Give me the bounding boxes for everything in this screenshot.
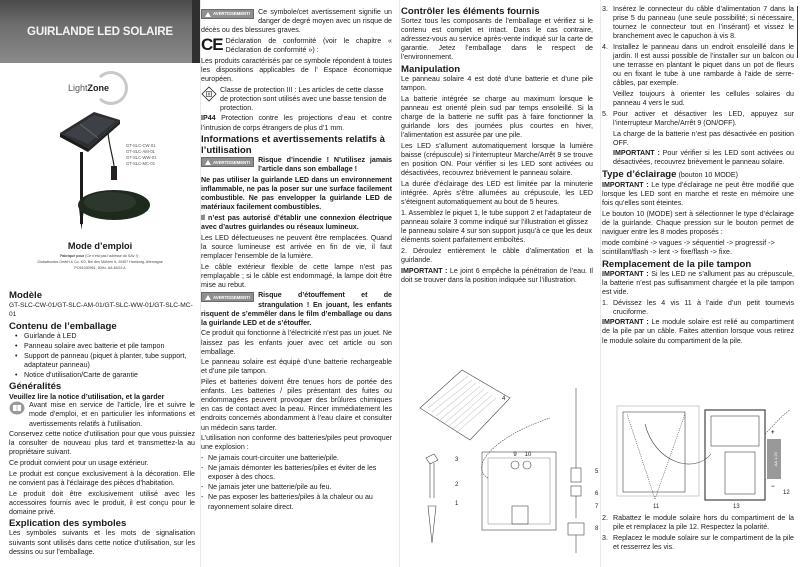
class3-row bbox=[201, 86, 392, 115]
step-item bbox=[602, 299, 794, 317]
class3-text: Classe de protection III : Les articles de cette classe de protection sont utilisés avec une basse tension de protection. bbox=[220, 85, 387, 112]
paragraph: Le bouton 10 (MODE) sert à sélectionner le type d’éclairage de la guirlande. Chaque pression sur le bouton permet de naviguer entre les 8 modes proposés : bbox=[602, 210, 794, 237]
important-label: IMPORTANT : bbox=[602, 318, 649, 327]
section-title-symbols: Explication des symboles bbox=[9, 518, 127, 530]
section-title-check: Contrôler les éléments fournis bbox=[401, 6, 540, 17]
warning-triangle-icon bbox=[205, 12, 211, 17]
fire-warning bbox=[201, 156, 392, 174]
step-item bbox=[602, 514, 794, 532]
label-5: 5 bbox=[595, 469, 599, 475]
section-title-battery-replacement: Remplacement de la pile tampon bbox=[602, 258, 752, 270]
step-item bbox=[602, 149, 794, 167]
step-text: Rabattez le module solaire hors du compartiment de la pile et remplacez la pile 12. Respectez la polarité. bbox=[613, 514, 794, 532]
section-title-manipulation: Manipulation bbox=[401, 64, 461, 76]
list-item: • Guirlande à LED bbox=[15, 332, 195, 341]
paragraph: Il n’est pas autorisé d’établir une connexion électrique avec d’autres guirlandes ou réseaux lumineux. bbox=[201, 213, 392, 232]
step-text: Installez le panneau dans un endroit ensoleillé dans le jardin. Il est aussi possible de l’installer sur un balcon ou une terrasse en plantant le piquet dans un pot de fleurs ou en fixant le tube à une rambarde à l’aide de serre-câbles, par exemple. bbox=[613, 42, 794, 88]
warning-text: Ce symbole/cet avertissement signifie un danger de degré moyen avec un risque de décès ou des blessures graves. bbox=[201, 8, 392, 35]
explosion-list bbox=[201, 454, 392, 512]
label-9: 9 bbox=[513, 452, 517, 458]
important-text: Le module solaire est relié au compartiment de la pile par un câble. Faites attention lorsque vous retirez le module solaire du compartiment de la pile. bbox=[602, 318, 794, 345]
warning-badge bbox=[201, 9, 254, 19]
paragraph: Les LED défectueuses ne peuvent être remplacées. Quand la source lumineuse est arrivée en fin de vie, il faut remplacer l’ensemble de la lumière. bbox=[201, 233, 392, 260]
light-type-title: Type d’éclairage bbox=[602, 169, 677, 181]
paragraph: Le produit doit être exclusivement utilisé avec les accessoires fournis avec le produit, il est conçu pour le domaine privé. bbox=[9, 489, 195, 516]
step-number: 3. bbox=[602, 5, 608, 13]
light-type-subtitle: (bouton 10 MODE) bbox=[676, 171, 738, 180]
paragraph: Sortez tous les composants de l’emballage et vérifiez si le contenu est complet et intact. Dans le cas contraire, adressez-vous au service après-vente indiqué sur la carte de garantie. Jetez l’emballage dans le respect de l’environnement. bbox=[401, 17, 593, 62]
section-title-general: Généralités bbox=[9, 381, 62, 393]
solar-garland-product-image bbox=[58, 108, 158, 230]
section-title-modele: Modèle bbox=[9, 290, 43, 301]
paragraph: Conservez cette notice d’utilisation pour que vous puissiez la consulter de nouveau plus tard et transmettez-la au propriétaire suivant. bbox=[9, 430, 195, 457]
list-item: - Ne jamais démonter les batteries/piles et éviter de les exposer à des chocs. bbox=[201, 464, 392, 482]
section-title-info: Informations et avertissements relatifs à l’utilisation bbox=[201, 134, 385, 157]
maker-note: (Ce n’est pas l’adresse du SAV !) : bbox=[84, 254, 140, 258]
column-2 bbox=[201, 5, 392, 513]
paragraph: La durée d’éclairage des LED est limitée par la minuterie intégrée. Après s’être allumées au crépuscule, les LED s’éteignent automatiquement au bout de 5 heures. bbox=[401, 179, 593, 207]
cover-models-list bbox=[126, 143, 156, 167]
read-manual-row bbox=[9, 401, 195, 430]
step-item bbox=[602, 43, 794, 88]
model-code: GT-SLC-MC-01 bbox=[126, 161, 156, 166]
paragraph: Les LED s’allument automatiquement lorsque la lumière baisse (crépuscule) si l’interrupteur Marche/Arrêt 9 se trouve en position ON. Pour vérifier si les LED sont activées ou désactivées, recouvrez brièvement le panneau solaire. bbox=[401, 141, 593, 178]
step-number: 3. bbox=[602, 533, 608, 542]
step-number: 1. bbox=[602, 298, 608, 307]
important-text: Le joint 6 empêche la pénétration de l’eau. Il doit se trouver dans la position indiquée sur l’illustration. bbox=[401, 266, 593, 284]
important-text: Le type d’éclairage ne peut être modifié que lorsque les LED sont en marche et reste en mémoire une fois qu’elles sont éteintes. bbox=[602, 181, 794, 208]
paragraph: Le panneau solaire 4 est doté d’une batterie et d’une pile tampon. bbox=[401, 75, 593, 93]
install-steps bbox=[602, 5, 794, 168]
paragraph: Piles et batteries doivent être tenues hors de portée des enfants. Les batteries / piles présentant des fuites ou endommagées peuvent provoquer des brûlures chimiques en cas de contact avec la peau. Rincer immédiatement les endroits concernés abondamment à l’eau claire et consulter un médecin sans tarder. bbox=[201, 378, 392, 432]
battery-replacement-diagram bbox=[615, 404, 795, 514]
list-item: - Ne jamais jeter une batterie/pile au feu. bbox=[201, 483, 392, 492]
step-item bbox=[602, 534, 794, 552]
ip44-label: IP44 bbox=[201, 114, 216, 123]
maker-code: PO51030961, 50Hz, AA 45/22 A bbox=[74, 265, 126, 270]
label-6: 6 bbox=[595, 491, 599, 497]
paragraph: La batterie intégrée se charge au maximum lorsque le panneau est orienté plein sud par temps ensoleillé. Si la charge de la batterie ne suffit pas à faire fonctionner la guirlande lors des journées plus courtes en hiver, l’alimentation est assurée par une pile. bbox=[401, 94, 593, 140]
lightzone-logo bbox=[68, 71, 130, 105]
step-item bbox=[602, 5, 794, 41]
step-text: Dévissez les 4 vis 11 à l’aide d’un petit tournevis cruciforme. bbox=[613, 298, 794, 316]
step-text: Veillez toujours à orienter les cellules solaires du panneau 4 vers le sud. bbox=[613, 90, 794, 108]
contents-list bbox=[15, 332, 195, 380]
choke-warning bbox=[201, 291, 392, 327]
step-text: Replacez le module solaire sur le compartiment de la pile et resserrez les vis. bbox=[613, 533, 794, 551]
paragraph: Les produits caractérisés par ce symbole répondent à toutes les dispositions applicables de l’ Espace économique européen. bbox=[201, 56, 392, 83]
important-note bbox=[602, 318, 794, 345]
column-4-bottom bbox=[602, 514, 794, 554]
label-3: 3 bbox=[455, 457, 459, 463]
warning-label: AVERTISSEMENT! bbox=[213, 294, 251, 300]
paragraph: Ne pas utiliser la guirlande LED dans un environnement inflammable, ne pas la poser sur une surface facilement combustible. Ne pas envelopper la guirlande LED de matériaux facilement combustibles. bbox=[201, 175, 392, 212]
paragraph: Ce produit qui fonctionne à l’électricité n’est pas un jouet. Ne laissez pas les enfants jouer avec cet article ou son emballage. bbox=[201, 329, 392, 356]
logo-zone-text: Zone bbox=[87, 83, 110, 93]
step-text: Insérez le connecteur du câble d’alimentation 7 dans la prise 5 du panneau (une seule possibilité; si nécessaire, tournez le connecteur tout en l’insérant) et vissez le branchement avec le capuchon à vis 8. bbox=[613, 5, 794, 41]
column-1 bbox=[9, 289, 195, 558]
battery-label: AA 1.2V bbox=[773, 451, 778, 467]
maker-label: Fabriqué pour bbox=[60, 254, 85, 258]
important-label: IMPORTANT : bbox=[401, 266, 448, 275]
cover-edge bbox=[192, 0, 200, 63]
important-text: Si les LED ne s’allument pas au crépuscule, la batterie n’est pas suffisamment chargée et la pile tampon est vide. bbox=[602, 269, 794, 296]
read-manual-text: Avant mise en service de l’article, lire et suivre le mode d’emploi, et en particulier les informations et avertissements relatifs à l’utilisation. bbox=[29, 401, 195, 428]
step-item bbox=[602, 110, 794, 128]
ip44-row bbox=[201, 114, 392, 132]
warning-triangle-icon bbox=[205, 295, 211, 300]
label-2: 2 bbox=[455, 482, 459, 488]
read-manual-title: Veuillez lire la notice d’utilisation, et la garder bbox=[9, 392, 165, 402]
label-4: 4 bbox=[502, 396, 506, 402]
mode-emploi-title: Mode d’emploi bbox=[67, 241, 133, 251]
section-title-light-type bbox=[602, 169, 794, 181]
paragraph: Ce produit convient pour un usage extérieur. bbox=[9, 459, 149, 468]
column-3 bbox=[401, 5, 593, 286]
read-manual-icon bbox=[9, 401, 26, 415]
list-item: • Notice d’utilisation/Carte de garantie bbox=[15, 371, 195, 380]
important-note bbox=[602, 181, 794, 208]
ce-mark-icon: CE bbox=[201, 34, 223, 54]
list-item: - Ne pas exposer les batteries/piles à la chaleur ou au rayonnement solaire direct. bbox=[201, 493, 392, 511]
step-number: 4. bbox=[602, 42, 608, 51]
model-code: GT-SLC-WW-01 bbox=[126, 155, 157, 160]
choke-warning-text: Risque d’étouffement et de strangulation ! En jouant, les enfants risquent de s’emmêler dans le film d’emballage ou dans la guirlande LED et de s’étouffer. bbox=[201, 291, 392, 327]
paragraph: Le panneau solaire est équipé d’une batterie rechargeable et d’une pile tampon. bbox=[201, 358, 392, 376]
maker-address: Globaltronics GmbH & Co. KG, Bei den Mühren 5, 20457 Hamburg, Allemagne bbox=[37, 259, 163, 264]
page-edge-tab bbox=[797, 6, 798, 58]
warning-badge bbox=[201, 157, 254, 167]
paragraph: Le câble extérieur flexible de cette lampe n’est pas remplaçable ; si le câble est endommagé, la lampe doit être mise au rebut. bbox=[201, 262, 392, 289]
paragraph: 1. Assemblez le piquet 1, le tube support 2 et l’adaptateur de panneau solaire 3 comme indiqué sur l’illustration et glissez le panneau solaire 4 sur son support jusqu’à ce que les deux éléments soient parfaitement emboîtés. bbox=[401, 208, 592, 245]
important-label: IMPORTANT : bbox=[602, 269, 649, 278]
important-label: IMPORTANT : bbox=[602, 181, 649, 190]
page-divider bbox=[600, 0, 601, 567]
model-codes: GT-SLC-CW-01/GT-SLC-AM-01/GT-SLC-WW-01/GT-SLC-MC-01 bbox=[9, 302, 193, 319]
warning-triangle-icon bbox=[205, 160, 211, 165]
warning-label: AVERTISSEMENT! bbox=[213, 11, 251, 17]
plus-icon: + bbox=[771, 430, 775, 436]
paragraph: Le produit est conçue exclusivement à la décoration. Elle ne convient pas à l’éclairage des pièces d’habitation. bbox=[9, 469, 195, 487]
step-number: 5. bbox=[602, 109, 608, 118]
manufacturer-info bbox=[0, 254, 200, 271]
label-7: 7 bbox=[595, 504, 599, 510]
important-note bbox=[602, 270, 794, 297]
label-10: 10 bbox=[524, 452, 532, 458]
minus-icon: − bbox=[771, 484, 775, 490]
important-note bbox=[401, 267, 593, 285]
label-8: 8 bbox=[595, 526, 599, 532]
logo-light-text: Light bbox=[68, 83, 88, 93]
step-item bbox=[602, 90, 794, 108]
step-text: La charge de la batterie n’est pas désactivée en position OFF. bbox=[613, 129, 794, 147]
protection-class-3-icon bbox=[201, 86, 217, 102]
cover-header bbox=[0, 0, 200, 63]
assembly-diagram bbox=[410, 358, 600, 558]
ce-row bbox=[201, 34, 392, 57]
label-12: 12 bbox=[783, 490, 790, 496]
ce-text: Déclaration de conformité (voir le chapitre « Déclaration de conformité ») : bbox=[225, 36, 392, 54]
step-item bbox=[602, 130, 794, 148]
cover-title: GUIRLANDE LED SOLAIRE bbox=[27, 25, 173, 38]
paragraph: Les symboles suivants et les mots de signalisation suivants sont utilisés dans cette notice d’utilisation, sur les dessins ou sur l’emballage. bbox=[9, 529, 195, 556]
label-1: 1 bbox=[455, 501, 459, 507]
label-13: 13 bbox=[733, 504, 740, 510]
warning-symbol-explanation bbox=[201, 8, 392, 35]
list-item: • Panneau solaire avec batterie et pile tampon bbox=[15, 342, 195, 351]
important-label: IMPORTANT : bbox=[613, 149, 660, 158]
step-text: Pour activer et désactiver les LED, appuyez sur l’interrupteur Marche/Arrêt 9 (ON/OFF). bbox=[613, 109, 794, 127]
list-item: • Support de panneau (piquet à planter, tube support, adaptateur panneau) bbox=[15, 352, 195, 370]
list-item: - Ne jamais court-circuiter une batterie/pile. bbox=[201, 454, 392, 463]
warning-badge bbox=[201, 292, 254, 302]
model-code: GT-SLC-CW-01 bbox=[126, 143, 156, 148]
modes-sequence: mode combiné -> vagues -> séquentiel -> progressif -> scintillant/flash -> lent -> fixe/flash -> fixe. bbox=[602, 238, 775, 256]
paragraph: L’utilisation non conforme des batteries/piles peut provoquer une explosion : bbox=[201, 434, 392, 452]
ip44-text: Protection contre les projections d’eau et contre l’intrusion de corps étrangers de plus d’1 mm. bbox=[201, 114, 392, 132]
paragraph: 2. Déroulez entièrement le câble d’alimentation et la guirlande. bbox=[401, 246, 593, 264]
fire-warning-text: Risque d’incendie ! N’utilisez jamais l’article dans son emballage ! bbox=[258, 156, 392, 174]
column-4 bbox=[602, 5, 794, 347]
model-code: GT-SLC-AM-01 bbox=[126, 149, 155, 154]
important-text: Pour vérifier si les LED sont activées ou désactivées, recouvrez brièvement le panneau solaire. bbox=[613, 149, 794, 167]
label-11: 11 bbox=[653, 504, 660, 510]
replacement-steps-final bbox=[602, 514, 794, 552]
replacement-step-1 bbox=[602, 299, 794, 317]
section-title-contents: Contenu de l’emballage bbox=[9, 320, 117, 332]
step-number: 2. bbox=[602, 514, 608, 522]
page-divider bbox=[399, 0, 400, 567]
warning-label: AVERTISSEMENT! bbox=[213, 159, 251, 165]
